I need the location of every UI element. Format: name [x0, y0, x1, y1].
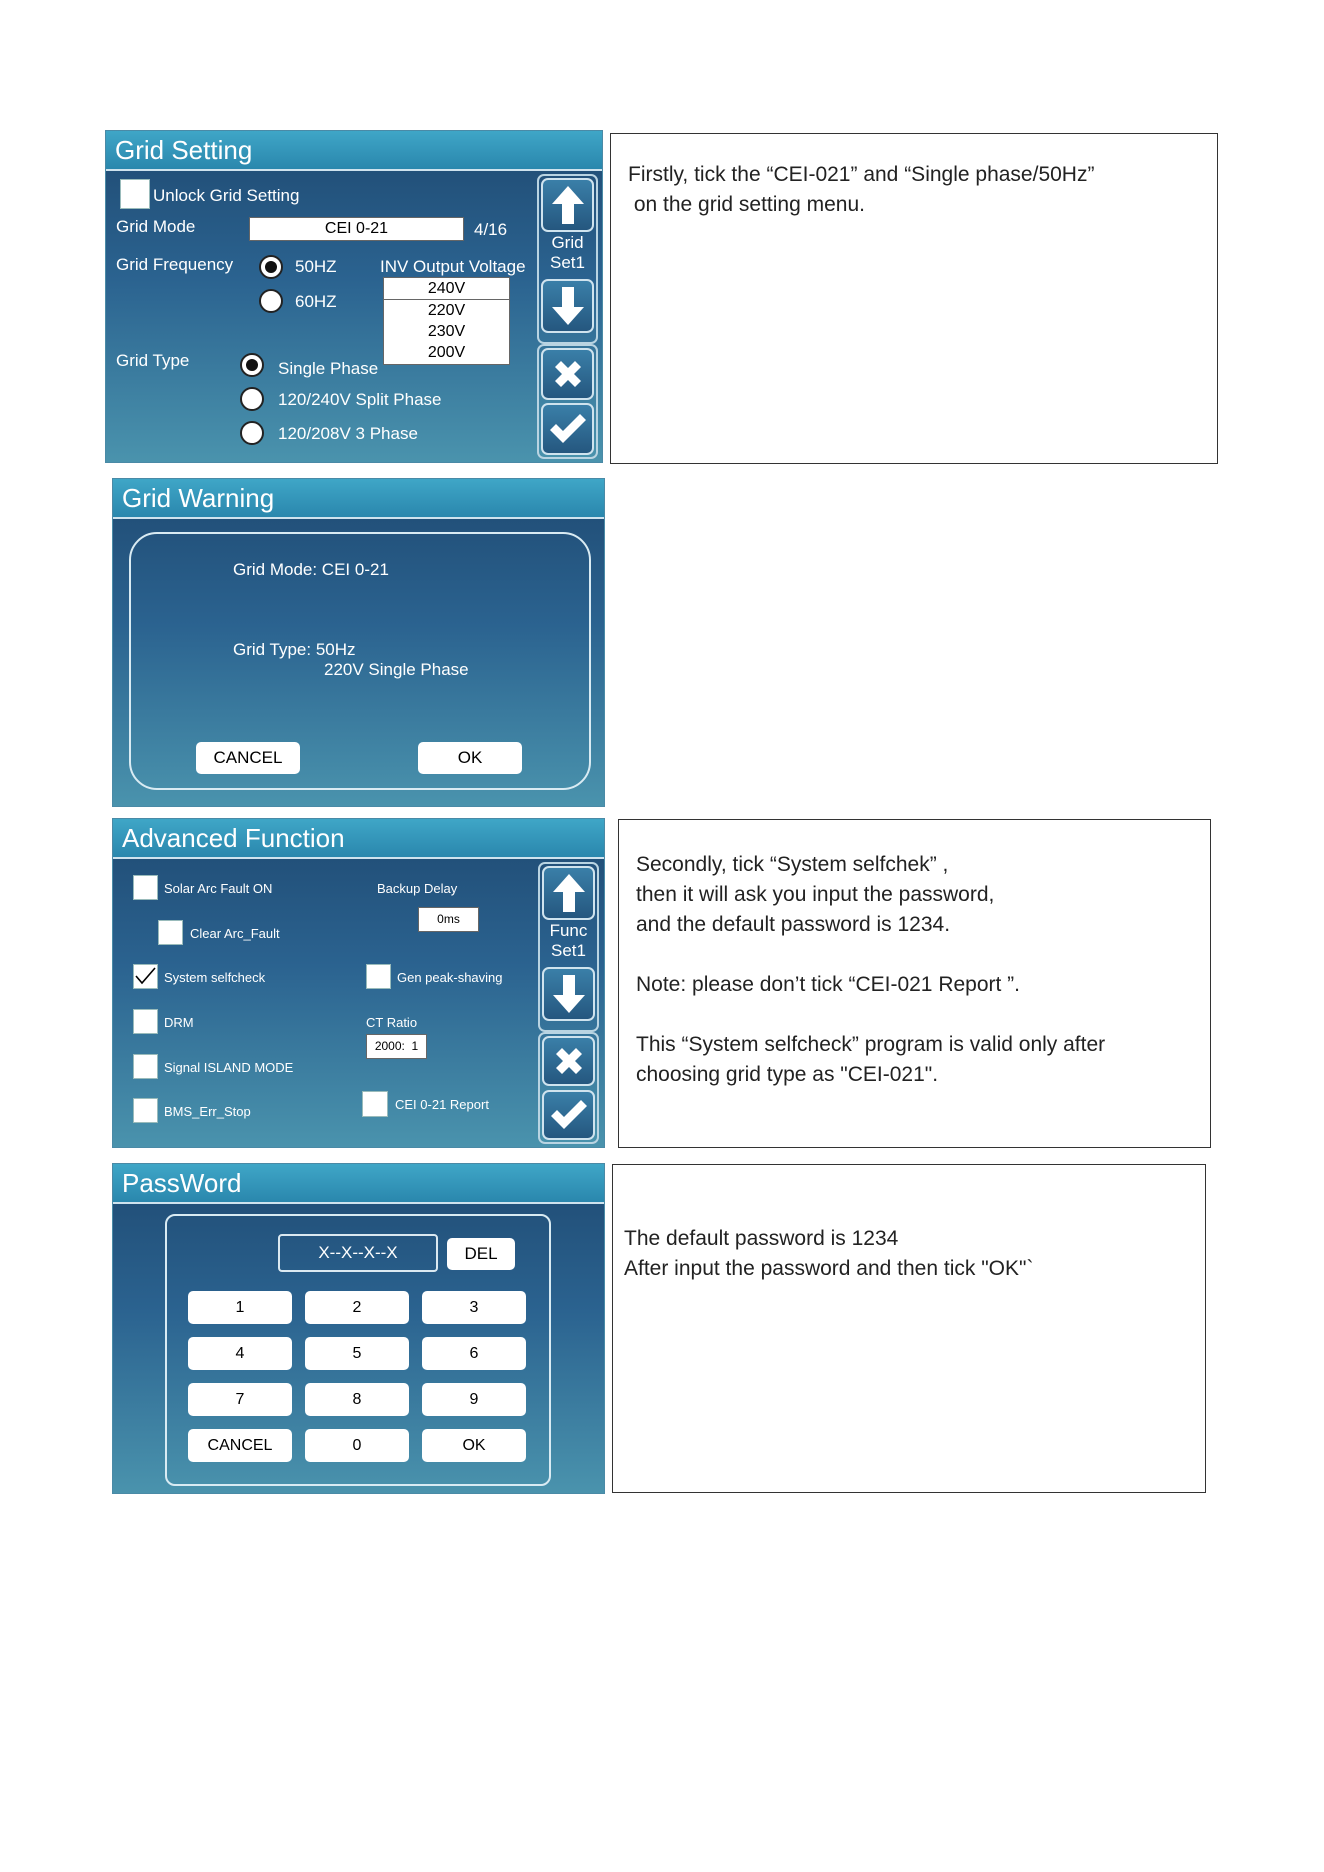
- cei-report-checkbox[interactable]: [362, 1091, 388, 1117]
- grid-warning-title: Grid Warning: [113, 479, 604, 519]
- arrow-up-icon: [551, 184, 585, 226]
- gen-peak-label: Gen peak-shaving: [397, 970, 503, 985]
- backup-delay-label: Backup Delay: [377, 881, 458, 896]
- note2-line5: This “System selfcheck” program is valid only after: [636, 1033, 1106, 1056]
- warning-cancel-button[interactable]: CANCEL: [196, 742, 300, 774]
- type-3phase-radio[interactable]: [240, 421, 264, 445]
- ct-ratio-field[interactable]: 2000: 1: [366, 1034, 427, 1059]
- type-single-radio[interactable]: [240, 353, 264, 377]
- backup-delay-field[interactable]: 0ms: [418, 907, 479, 932]
- drm-label: DRM: [164, 1015, 194, 1030]
- advanced-function-title: Advanced Function: [113, 819, 604, 859]
- cancel-x-button[interactable]: [541, 348, 594, 400]
- voltage-option[interactable]: 230V: [427, 323, 466, 340]
- note2-spacer: [636, 940, 1210, 970]
- voltage-option[interactable]: 200V: [427, 344, 466, 361]
- note2-line1: Secondly, tick “System selfchek” ,: [636, 853, 949, 876]
- key-5[interactable]: 5: [305, 1337, 409, 1370]
- instruction-note-2: [618, 819, 1211, 1148]
- func-set1-label: Func Set1: [549, 921, 588, 960]
- grid-setting-screen: [105, 130, 603, 463]
- signal-island-label: Signal ISLAND MODE: [164, 1060, 294, 1075]
- password-title: PassWord: [113, 1164, 604, 1204]
- key-ok[interactable]: OK: [422, 1429, 526, 1462]
- freq-50hz-radio[interactable]: [259, 255, 283, 279]
- grid-mode-field[interactable]: CEI 0-21: [249, 217, 464, 241]
- key-9[interactable]: 9: [422, 1383, 526, 1416]
- note3-line1: The default password is 1234: [624, 1227, 899, 1250]
- note2-line2: then it will ask you input the password,: [636, 883, 995, 906]
- key-7[interactable]: 7: [188, 1383, 292, 1416]
- unlock-grid-label: Unlock Grid Setting: [153, 186, 300, 205]
- voltage-dropdown[interactable]: [383, 277, 510, 365]
- voltage-option[interactable]: 240V: [384, 278, 509, 300]
- key-6[interactable]: 6: [422, 1337, 526, 1370]
- selfcheck-checkbox[interactable]: [133, 964, 158, 989]
- func-confirm-check-button[interactable]: [542, 1090, 595, 1140]
- func-page-down-button[interactable]: [542, 967, 595, 1021]
- ct-ratio-label: CT Ratio: [366, 1015, 418, 1030]
- arrow-down-icon: [551, 285, 585, 327]
- func-page-up-button[interactable]: [542, 866, 595, 920]
- grid-warning-screen: [112, 478, 605, 807]
- arrow-up-icon: [552, 872, 586, 914]
- freq-60hz-label: 60HZ: [295, 292, 337, 311]
- clear-arc-checkbox[interactable]: [158, 920, 183, 945]
- password-display: X--X--X--X: [278, 1234, 438, 1272]
- note2-line4: Note: please don’t tick “CEI-021 Report ”.: [636, 973, 1021, 996]
- instruction-note-3: [612, 1164, 1206, 1493]
- note2-line6: choosing grid type as "CEI-021".: [636, 1063, 939, 1086]
- type-single-label: Single Phase: [278, 359, 379, 378]
- type-split-label: 120/240V Split Phase: [278, 390, 442, 409]
- warning-grid-mode: Grid Mode: CEI 0-21: [233, 560, 389, 579]
- drm-checkbox[interactable]: [133, 1009, 158, 1034]
- key-2[interactable]: 2: [305, 1291, 409, 1324]
- del-button[interactable]: DEL: [447, 1238, 515, 1270]
- cei-report-label: CEI 0-21 Report: [395, 1097, 489, 1112]
- type-3phase-label: 120/208V 3 Phase: [278, 424, 418, 443]
- close-icon: [550, 356, 586, 392]
- note2-spacer: [636, 1000, 1210, 1030]
- grid-type-label: Grid Type: [116, 351, 190, 370]
- key-3[interactable]: 3: [422, 1291, 526, 1324]
- check-icon: [548, 412, 588, 446]
- grid-mode-label: Grid Mode: [116, 217, 196, 236]
- warning-ok-button[interactable]: OK: [418, 742, 522, 774]
- note1-line1: Firstly, tick the “CEI-021” and “Single phase/50Hz”: [628, 163, 1095, 186]
- advanced-function-screen: [112, 818, 605, 1148]
- arrow-down-icon: [552, 973, 586, 1015]
- func-cancel-x-button[interactable]: [542, 1036, 595, 1086]
- warning-grid-type-2: 220V Single Phase: [324, 660, 469, 679]
- confirm-check-button[interactable]: [541, 403, 594, 455]
- key-8[interactable]: 8: [305, 1383, 409, 1416]
- warning-grid-type: Grid Type: 50Hz: [233, 640, 356, 659]
- instruction-note-1: [610, 133, 1218, 464]
- grid-mode-page: 4/16: [474, 220, 508, 239]
- password-screen: [112, 1163, 605, 1494]
- key-0[interactable]: 0: [305, 1429, 409, 1462]
- inv-output-label: INV Output Voltage: [380, 257, 526, 276]
- bms-err-checkbox[interactable]: [133, 1098, 158, 1123]
- selfcheck-label: System selfcheck: [164, 970, 266, 985]
- page-up-button[interactable]: [541, 178, 594, 232]
- check-mark-icon: [134, 965, 157, 988]
- key-4[interactable]: 4: [188, 1337, 292, 1370]
- grid-frequency-label: Grid Frequency: [116, 255, 234, 274]
- note1-line2: on the grid setting menu.: [628, 193, 865, 216]
- bms-err-label: BMS_Err_Stop: [164, 1104, 251, 1119]
- freq-50hz-label: 50HZ: [295, 257, 337, 276]
- key-cancel[interactable]: CANCEL: [188, 1429, 292, 1462]
- type-split-radio[interactable]: [240, 387, 264, 411]
- grid-set1-label: Grid Set1: [550, 233, 585, 272]
- check-icon: [549, 1098, 589, 1132]
- voltage-option[interactable]: 220V: [427, 302, 466, 319]
- solar-arc-label: Solar Arc Fault ON: [164, 881, 273, 896]
- gen-peak-checkbox[interactable]: [366, 964, 391, 989]
- note2-line3: and the default password is 1234.: [636, 913, 951, 936]
- solar-arc-checkbox[interactable]: [133, 875, 158, 900]
- freq-60hz-radio[interactable]: [259, 289, 283, 313]
- key-1[interactable]: 1: [188, 1291, 292, 1324]
- unlock-grid-checkbox[interactable]: [120, 179, 150, 209]
- signal-island-checkbox[interactable]: [133, 1054, 158, 1079]
- close-icon: [551, 1043, 587, 1079]
- clear-arc-label: Clear Arc_Fault: [190, 926, 280, 941]
- grid-setting-title: Grid Setting: [106, 131, 602, 171]
- note3-line2: After input the password and then tick "OK"`: [624, 1257, 1034, 1280]
- page-down-button[interactable]: [541, 279, 594, 333]
